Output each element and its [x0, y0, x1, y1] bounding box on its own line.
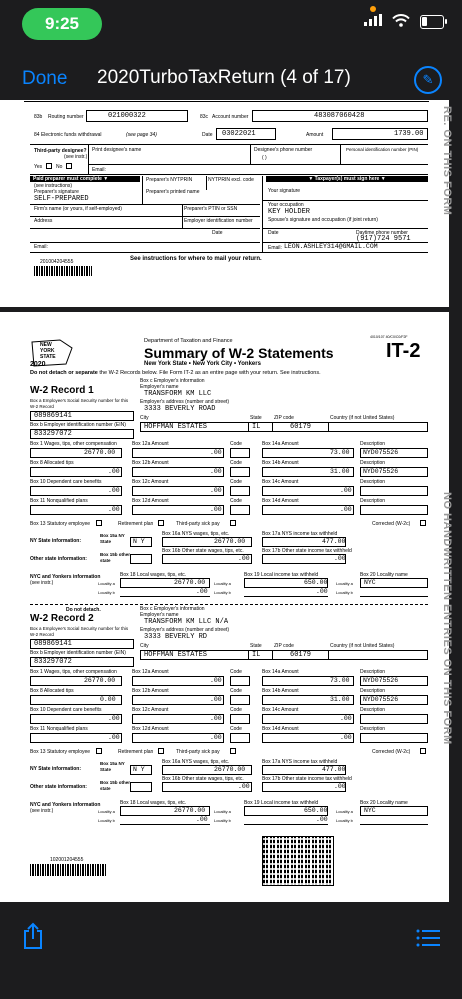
employer-name-label: Employer's name [140, 612, 179, 618]
page-side-text: RE. ON THIS FORM [441, 106, 453, 216]
box-b-label: Box b Employer identification number (EIN) [30, 650, 126, 656]
ny-state-wages: 26770.00 [214, 766, 246, 773]
box-12c-label: Box 12c Amount [132, 707, 169, 713]
page2-barcode-number: 102001204555 [50, 857, 84, 863]
record-1-title: W-2 Record 1 [30, 385, 94, 396]
box-12b-label: Box 12b Amount [132, 688, 169, 694]
preparer-ptin-ssn-label: Preparer's PTIN or SSN [184, 206, 238, 212]
box-15a-label: Box 15a NY State [100, 761, 125, 772]
page1-barcode [34, 266, 92, 276]
code-a-label: Code [230, 441, 242, 447]
designee-email-label: Email: [92, 167, 106, 173]
employer-ein: 833297072 [34, 430, 72, 438]
other-state-wages: .00 [238, 783, 250, 790]
box-14b-amount: 31.00 [330, 696, 350, 703]
third-party-sub: (see instr.) [64, 154, 88, 160]
box-19-label: Box 19 Local income tax withheld [244, 572, 319, 578]
box-17a-label: Box 17a NYS income tax withheld [262, 531, 338, 537]
locality-a-label-3: Locality a [336, 809, 353, 814]
page2-barcode [30, 864, 106, 876]
employer-address: 3333 BEVERLY ROAD [144, 405, 216, 413]
box-10-dependent: .00 [108, 487, 120, 494]
employee-ssn: 089869141 [34, 412, 72, 420]
local-tax-b: .00 [316, 588, 328, 595]
code-b-label: Code [230, 688, 242, 694]
zip-label: ZIP code [274, 643, 294, 649]
box-12d-amount: .00 [210, 734, 222, 741]
locality-a-label-2: Locality a [214, 581, 231, 586]
box-14b-amount: 31.00 [330, 468, 350, 475]
code-c-label: Code [230, 479, 242, 485]
routing-number: 021000322 [108, 112, 146, 120]
local-wages-b: .00 [196, 588, 208, 595]
nyc-yonkers-see: (see instr.) [30, 808, 54, 814]
box-14a-label: Box 14a Amount [262, 669, 299, 675]
box-1-wages: 26770.00 [84, 449, 116, 456]
box-12b-amount: .00 [210, 696, 222, 703]
box-10-label: Box 10 Dependent care benefits [30, 707, 102, 713]
amount-label: Amount [306, 132, 324, 138]
routing-label: Routing number [48, 114, 84, 120]
markup-pen-icon[interactable]: ✎ [414, 66, 442, 94]
box-14a-description: NYD075526 [363, 677, 399, 684]
locality-b-label-1: Locality b [98, 590, 115, 595]
box-14b-label: Box 14b Amount [262, 688, 299, 694]
line-84-label: 84 Electronic funds withdrawal [34, 132, 102, 138]
desc-b-label: Description [360, 460, 386, 466]
do-not-detach: Do not detach. [66, 607, 101, 613]
box-18-label: Box 18 Local wages, tips, etc. [120, 800, 187, 806]
third-party-title: Third-party designee? [34, 148, 87, 154]
paid-preparer-sub: (see instructions) [34, 183, 73, 189]
taxpayer-email-label: Email: [268, 245, 282, 251]
statutory-checkbox[interactable] [96, 520, 102, 526]
employer-state: IL [252, 423, 261, 431]
box-8-label: Box 8 Allocated tips [30, 460, 74, 466]
form-code: 4010/107 40/C0/C0/F2F [370, 335, 408, 339]
box-17b-label: Box 17b Other state income tax withheld [262, 548, 352, 554]
retirement-label: Retirement plan [118, 521, 154, 527]
box-16a-label: Box 16a NYS wages, tips, etc. [162, 759, 230, 765]
box-c-label: Box c Employer's information [140, 606, 205, 612]
ny-state-tax: 477.00 [322, 538, 346, 545]
sick-pay-checkbox[interactable] [230, 748, 236, 754]
country-label: Country (if not United States) [330, 415, 395, 421]
box-8-label: Box 8 Allocated tips [30, 688, 74, 694]
locality-a-label-1: Locality a [98, 581, 115, 586]
box-14a-label: Box 14a Amount [262, 441, 299, 447]
employer-ein: 833297072 [34, 658, 72, 666]
box-1-wages: 26770.00 [84, 677, 116, 684]
box-16b-label: Box 16b Other state wages, tips, etc. [162, 776, 244, 782]
locality-b-label-3: Locality b [336, 818, 353, 823]
routing-line-number: 83b [34, 114, 43, 120]
preparer-name-label: Preparer's printed name [146, 189, 200, 195]
box-14c-amount: .00 [340, 487, 352, 494]
logo-line-3: STATE [40, 354, 56, 360]
employer-zip: 60179 [290, 423, 312, 431]
daytime-phone: (917)724 9571 [356, 235, 411, 243]
corrected-checkbox[interactable] [420, 520, 426, 526]
locality-b-label-2: Locality b [214, 590, 231, 595]
page-list-icon[interactable] [416, 928, 440, 948]
wifi-icon [392, 14, 410, 27]
sick-pay-label: Third-party sick pay [176, 521, 220, 527]
desc-a-label: Description [360, 669, 386, 675]
box-12a-label: Box 12a Amount [132, 669, 169, 675]
box-14b-description: NYD075526 [363, 468, 399, 475]
box-14c-label: Box 14c Amount [262, 707, 299, 713]
page2-side-text: NO HANDWRITTEN ENTRIES ON THIS FORM [441, 492, 453, 745]
employer-name: TRANSFORM KM LLC [144, 390, 212, 398]
account-number: 483087060428 [314, 112, 365, 120]
local-wages-a: 26770.00 [174, 579, 206, 586]
box-11-nonqualified: .00 [108, 734, 120, 741]
privacy-indicator-dot [370, 6, 376, 12]
box-12b-amount: .00 [210, 468, 222, 475]
no-checkbox[interactable] [66, 163, 72, 169]
box-18-label: Box 18 Local wages, tips, etc. [120, 572, 187, 578]
box-11-label: Box 11 Nonqualified plans [30, 726, 88, 732]
local-tax-a: 650.00 [304, 579, 328, 586]
sick-pay-label: Third-party sick pay [176, 749, 220, 755]
sick-pay-checkbox[interactable] [230, 520, 236, 526]
box-16a-label: Box 16a NYS wages, tips, etc. [162, 531, 230, 537]
taxpayer-date-label: Date [268, 230, 279, 236]
locality-a-label-3: Locality a [336, 581, 353, 586]
ny-state-code: N Y [133, 766, 145, 773]
box-12d-label: Box 12d Amount [132, 726, 169, 732]
ny-state-wages: 26770.00 [214, 538, 246, 545]
city-label: City [140, 643, 149, 649]
box-16b-label: Box 16b Other state wages, tips, etc. [162, 548, 244, 554]
country-label: Country (if not United States) [330, 643, 395, 649]
other-state-wages: .00 [238, 555, 250, 562]
employer-zip: 60179 [290, 651, 312, 659]
preparer-date-label: Date [212, 230, 223, 236]
account-line-number: 83c [200, 114, 209, 120]
other-state-tax: .00 [334, 783, 346, 790]
corrected-label: Corrected (W-2c) [372, 521, 411, 527]
box-14d-amount: .00 [340, 506, 352, 513]
done-button[interactable]: Done [22, 68, 68, 89]
your-occupation-label: Your occupation [268, 202, 304, 208]
box-14b-description: NYD075526 [363, 696, 399, 703]
box-12c-amount: .00 [210, 715, 222, 722]
box-13-label: Box 13 Statutory employee [30, 521, 91, 527]
firm-name-label: Firm's name (or yours, if self-employed) [34, 206, 122, 212]
box-12d-amount: .00 [210, 506, 222, 513]
other-state-info-label: Other state information: [30, 556, 87, 562]
your-signature-label: Your signature [268, 188, 301, 194]
code-c-label: Code [230, 707, 242, 713]
locality-b-label-3: Locality b [336, 590, 353, 595]
page1-barcode-number: 201004204555 [40, 259, 74, 265]
box-14c-label: Box 14c Amount [262, 479, 299, 485]
box-13-label: Box 13 Statutory employee [30, 749, 91, 755]
document-title: 2020TurboTaxReturn (4 of 17) [97, 67, 351, 88]
box-1-label: Box 1 Wages, tips, other compensation [30, 669, 117, 675]
pin-label: Personal identification number (PIN) [346, 147, 419, 152]
state-label: State [250, 415, 262, 421]
desc-c-label: Description [360, 707, 386, 713]
employer-city: HOFFMAN ESTATES [144, 423, 208, 431]
box-10-label: Box 10 Dependent care benefits [30, 479, 102, 485]
battery-icon [420, 15, 444, 29]
box-12c-label: Box 12c Amount [132, 479, 169, 485]
desc-d-label: Description [360, 726, 386, 732]
share-icon[interactable] [22, 922, 44, 950]
preparer-email-label: Email: [34, 244, 48, 250]
box-14d-amount: .00 [340, 734, 352, 741]
yes-label: Yes [34, 164, 43, 170]
paid-preparer-header: Paid preparer must complete ▼ [30, 176, 140, 182]
box-17b-label: Box 17b Other state income tax withheld [262, 776, 352, 782]
box-8-tips: .00 [108, 468, 120, 475]
box-14b-label: Box 14b Amount [262, 460, 299, 466]
taxpayer-sign-header: ▼ Taxpayer(s) must sign here ▼ [266, 176, 428, 182]
box-11-nonqualified: .00 [108, 506, 120, 513]
w2-record-2 [0, 606, 449, 856]
w2-record-1 [0, 378, 449, 628]
no-label: No [56, 164, 63, 170]
occupation-value: KEY HOLDER [268, 208, 311, 216]
preparer-excl-label: NYTPRIN excl. code [208, 177, 254, 183]
ny-state-info-label: NY State information: [30, 538, 82, 544]
other-state-info-label: Other state information: [30, 784, 87, 790]
box-b-label: Box b Employer identification number (EIN) [30, 422, 126, 428]
cellular-signal-icon [364, 14, 384, 26]
daytime-phone-label: Daytime phone number [356, 230, 408, 236]
box-14d-label: Box 14d Amount [262, 498, 299, 504]
box-14c-amount: .00 [340, 715, 352, 722]
other-state-tax: .00 [334, 555, 346, 562]
employer-address: 3333 BEVERLY RD [144, 633, 208, 641]
locality-b-label-1: Locality b [98, 818, 115, 823]
status-time: 9:25 [22, 8, 102, 40]
status-bar [0, 0, 462, 50]
box-a-label: Box a Employee's Social Security number for this W-2 Record [30, 398, 129, 409]
box-15b-label: Box 15b other state [100, 552, 131, 563]
box-10-dependent: .00 [108, 715, 120, 722]
document-page-1 [0, 100, 453, 307]
designee-phone: ( ) [262, 155, 267, 161]
spouse-signature-label: Spouse's signature and occupation (if joint return) [268, 217, 378, 223]
box-20-label: Box 20 Locality name [360, 800, 408, 806]
nyc-yonkers-label: NYC and Yonkers information [30, 802, 101, 808]
ny-state-code: N Y [133, 538, 145, 545]
retirement-label: Retirement plan [118, 749, 154, 755]
local-wages-b: .00 [196, 816, 208, 823]
desc-b-label: Description [360, 688, 386, 694]
date-label: Date [202, 132, 213, 138]
form-subtitle: New York State • New York City • Yonkers [144, 361, 261, 367]
preparer-signature-label: Preparer's signature [34, 189, 79, 195]
address-label: Address [34, 218, 53, 224]
locality-name-a: NYC [364, 579, 376, 586]
box-12d-label: Box 12d Amount [132, 498, 169, 504]
box-8-tips: 0.00 [100, 696, 116, 703]
locality-a-label-2: Locality a [214, 809, 231, 814]
code-a-label: Code [230, 669, 242, 675]
nyc-yonkers-see: (see instr.) [30, 580, 54, 586]
record-2-title: W-2 Record 2 [30, 613, 94, 624]
local-tax-a: 650.00 [304, 807, 328, 814]
detach-instruction: Do not detach or separate the W-2 Records below. File Form IT-2 as an entire page with your return. See instructions. [30, 370, 321, 376]
box-12a-amount: .00 [210, 677, 222, 684]
ny-state-info-label: NY State information: [30, 766, 82, 772]
locality-b-label-2: Locality b [214, 818, 231, 823]
bottom-toolbar [0, 910, 462, 999]
preparer-ptin-label: Preparer's NYTPRIN [146, 177, 193, 183]
code-b-label: Code [230, 460, 242, 466]
employer-state: IL [252, 651, 261, 659]
code-d-label: Code [230, 498, 242, 504]
withdrawal-amount: 1739.00 [394, 130, 424, 138]
box-14a-description: NYD075526 [363, 449, 399, 456]
ein-label: Employer identification number [184, 218, 253, 224]
employer-name: TRANSFORM KM LLC N/A [144, 618, 229, 626]
ny-state-tax: 477.00 [322, 766, 346, 773]
desc-c-label: Description [360, 479, 386, 485]
form-id: IT-2 [386, 340, 421, 362]
box-19-label: Box 19 Local income tax withheld [244, 800, 319, 806]
withdrawal-date: 03022021 [222, 130, 256, 138]
box-12a-amount: .00 [210, 449, 222, 456]
box-c-label: Box c Employer's information [140, 378, 205, 384]
code-d-label: Code [230, 726, 242, 732]
box-12b-label: Box 12b Amount [132, 460, 169, 466]
box-11-label: Box 11 Nonqualified plans [30, 498, 88, 504]
locality-name-a: NYC [364, 807, 376, 814]
box-14a-amount: 73.00 [330, 677, 350, 684]
line-84-see: (see page 34) [126, 132, 157, 138]
box-12c-amount: .00 [210, 487, 222, 494]
tax-year: 2020 [30, 361, 46, 368]
box-12a-label: Box 12a Amount [132, 441, 169, 447]
logo-line-2: YORK [40, 348, 55, 354]
box-15b-label: Box 15b other state [100, 780, 131, 791]
box-14d-label: Box 14d Amount [262, 726, 299, 732]
designee-name-label: Print designee's name [92, 147, 142, 153]
department-name: Department of Taxation and Finance [144, 338, 233, 344]
employer-address-label: Employer's address (number and street) [140, 399, 230, 405]
retirement-checkbox[interactable] [158, 520, 164, 526]
state-label: State [250, 643, 262, 649]
employee-ssn: 089869141 [34, 640, 72, 648]
local-wages-a: 26770.00 [174, 807, 206, 814]
locality-a-label-1: Locality a [98, 809, 115, 814]
box-15a-label: Box 15a NY State [100, 533, 125, 544]
box-a-label: Box a Employee's Social Security number for this W-2 Record [30, 626, 129, 637]
desc-a-label: Description [360, 441, 386, 447]
corrected-label: Corrected (W-2c) [372, 749, 411, 755]
logo-line-1: NEW [40, 342, 52, 348]
box-20-label: Box 20 Locality name [360, 572, 408, 578]
box-1-label: Box 1 Wages, tips, other compensation [30, 441, 117, 447]
designee-phone-label: Designee's phone number [254, 147, 313, 153]
desc-d-label: Description [360, 498, 386, 504]
city-label: City [140, 415, 149, 421]
box-14a-amount: 73.00 [330, 449, 350, 456]
mail-instructions: See instructions for where to mail your return. [130, 256, 262, 262]
corrected-checkbox[interactable] [420, 748, 426, 754]
employer-address-label: Employer's address (number and street) [140, 627, 230, 633]
taxpayer-email: LEON.ASHLEY314@GMAIL.COM [284, 243, 378, 250]
local-tax-b: .00 [316, 816, 328, 823]
account-label: Account number [212, 114, 249, 120]
zip-label: ZIP code [274, 415, 294, 421]
employer-city: HOFFMAN ESTATES [144, 651, 208, 659]
self-prepared-value: SELF-PREPARED [34, 195, 89, 203]
yes-checkbox[interactable] [46, 163, 52, 169]
box-17a-label: Box 17a NYS income tax withheld [262, 759, 338, 765]
statutory-checkbox[interactable] [96, 748, 102, 754]
employer-name-label: Employer's name [140, 384, 179, 390]
nyc-yonkers-label: NYC and Yonkers information [30, 574, 101, 580]
form-title: Summary of W-2 Statements [144, 345, 334, 361]
2d-barcode-icon [262, 836, 334, 886]
retirement-checkbox[interactable] [158, 748, 164, 754]
document-page-2 [0, 312, 453, 902]
